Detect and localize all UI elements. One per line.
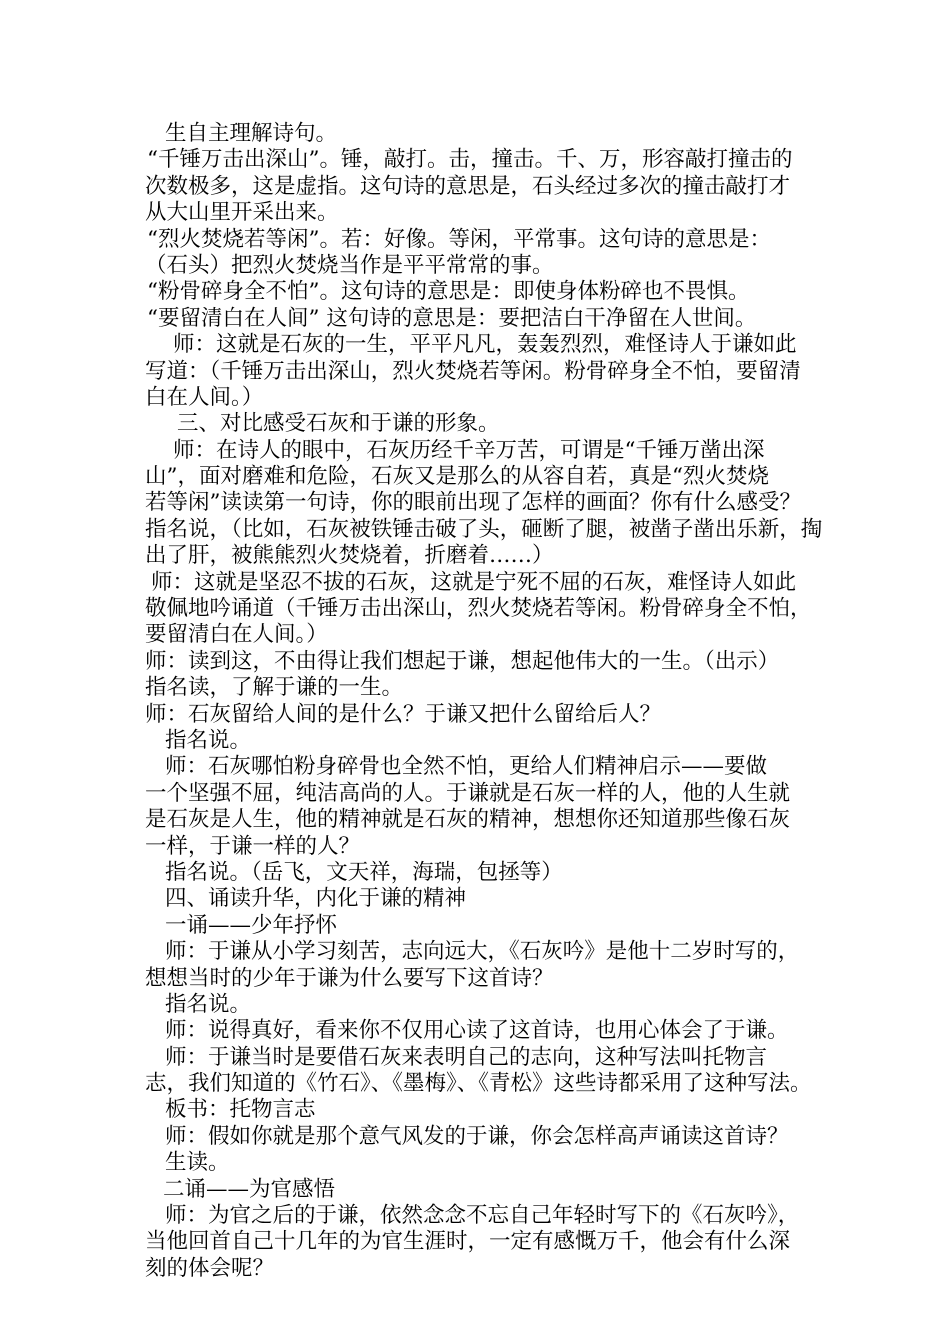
text-line: 志，我们知道的《竹石》、《墨梅》、《青松》这些诗都采用了这种写法。 [145, 1071, 812, 1097]
text-line: 次数极多，这是虚指。这句诗的意思是，石头经过多次的撞击敲打才 [145, 173, 791, 199]
text-line: 指名说。 [165, 991, 252, 1017]
text-line: 师：读到这，不由得让我们想起于谦，想起他伟大的一生。（出示） [145, 648, 780, 674]
text-line: “烈火焚烧若等闲”。若：好像。等闲，平常事。这句诗的意思是： [147, 226, 771, 252]
text-line: 从大山里开采出来。 [145, 200, 339, 226]
text-line: 板书：托物言志 [165, 1097, 316, 1123]
document-body [145, 121, 825, 1282]
text-line: “要留清白在人间” 这句诗的意思是：要把洁白干净留在人世间。 [147, 305, 757, 331]
text-line: 山”，面对磨难和危险，石灰又是那么的从容自若，真是“烈火焚烧 [145, 464, 769, 490]
text-line: 师：说得真好，看来你不仅用心读了这首诗，也用心体会了于谦。 [165, 1018, 789, 1044]
text-line: 要留清白在人间。） [145, 622, 328, 648]
text-line: 二诵——为官感悟 [163, 1176, 336, 1202]
text-line: 想想当时的少年于谦为什么要写下这首诗？ [145, 965, 554, 991]
text-line: 指名说。 [165, 727, 252, 753]
text-line: 师：石灰留给人间的是什么？于谦又把什么留给后人？ [145, 701, 662, 727]
text-line: 师：在诗人的眼中，石灰历经千辛万苦，可谓是“千锤万凿出深 [173, 437, 765, 463]
text-line: 若等闲”读读第一句诗，你的眼前出现了怎样的画面？你有什么感受？ [145, 490, 801, 516]
text-line: “千锤万击出深山”。锤，敲打。击，撞击。千、万，形容敲打撞击的 [147, 147, 793, 173]
text-line: 师：这就是石灰的一生，平平凡凡，轰轰烈烈，难怪诗人于谦如此 [173, 332, 797, 358]
text-line: 四、诵读升华，内化于谦的精神 [165, 886, 467, 912]
text-line: 三、对比感受石灰和于谦的形象。 [177, 411, 500, 437]
text-line: 当他回首自己十几年的为官生涯时，一定有感慨万千，他会有什么深 [145, 1229, 791, 1255]
text-line: 一样，于谦一样的人？ [145, 833, 361, 859]
text-line: 生自主理解诗句。 [165, 121, 338, 146]
text-line: 生读。 [165, 1150, 230, 1176]
text-line: 师：于谦从小学习刻苦，志向远大，《石灰吟》是他十二岁时写的， [165, 939, 800, 965]
text-line: 一个坚强不屈，纯洁高尚的人。于谦就是石灰一样的人，他的人生就 [145, 780, 791, 806]
text-line: 写道：（千锤万击出深山，烈火焚烧若等闲。粉骨碎身全不怕，要留清 [145, 358, 801, 384]
text-line: 刻的体会呢？ [145, 1255, 275, 1281]
text-line: 师：这就是坚忍不拔的石灰，这就是宁死不屈的石灰，难怪诗人如此 [151, 569, 797, 595]
text-line: 是石灰是人生，他的精神就是石灰的精神，想想你还知道那些像石灰 [145, 807, 791, 833]
text-line: 指名读，了解于谦的一生。 [145, 675, 404, 701]
text-line: （石头）把烈火焚烧当作是平平常常的事。 [145, 252, 554, 278]
text-line: 师：于谦当时是要借石灰来表明自己的志向，这种写法叫托物言 [165, 1044, 768, 1070]
text-line: “粉骨碎身全不怕”。这句诗的意思是：即使身体粉碎也不畏惧。 [147, 279, 750, 305]
text-line: 敬佩地吟诵道（千锤万击出深山，烈火焚烧若等闲。粉骨碎身全不怕， [145, 596, 812, 622]
text-line: 指名说。（岳飞，文天祥，海瑞，包拯等） [165, 859, 563, 885]
text-line: 出了肝，被熊熊烈火焚烧着，折磨着……） [145, 543, 554, 569]
text-line: 师：石灰哪怕粉身碎骨也全然不怕，更给人们精神启示——要做 [165, 754, 768, 780]
text-line: 指名说，（比如，石灰被铁锤击破了头，砸断了腿，被凿子凿出乐新，掏 [145, 516, 823, 542]
text-line: 一诵——少年抒怀 [165, 912, 338, 938]
text-line: 师：为官之后的于谦，依然念念不忘自己年轻时写下的《石灰吟》， [165, 1203, 800, 1229]
text-line: 白在人间。） [145, 384, 264, 410]
text-line: 师：假如你就是那个意气风发的于谦，你会怎样高声诵读这首诗？ [165, 1123, 789, 1149]
